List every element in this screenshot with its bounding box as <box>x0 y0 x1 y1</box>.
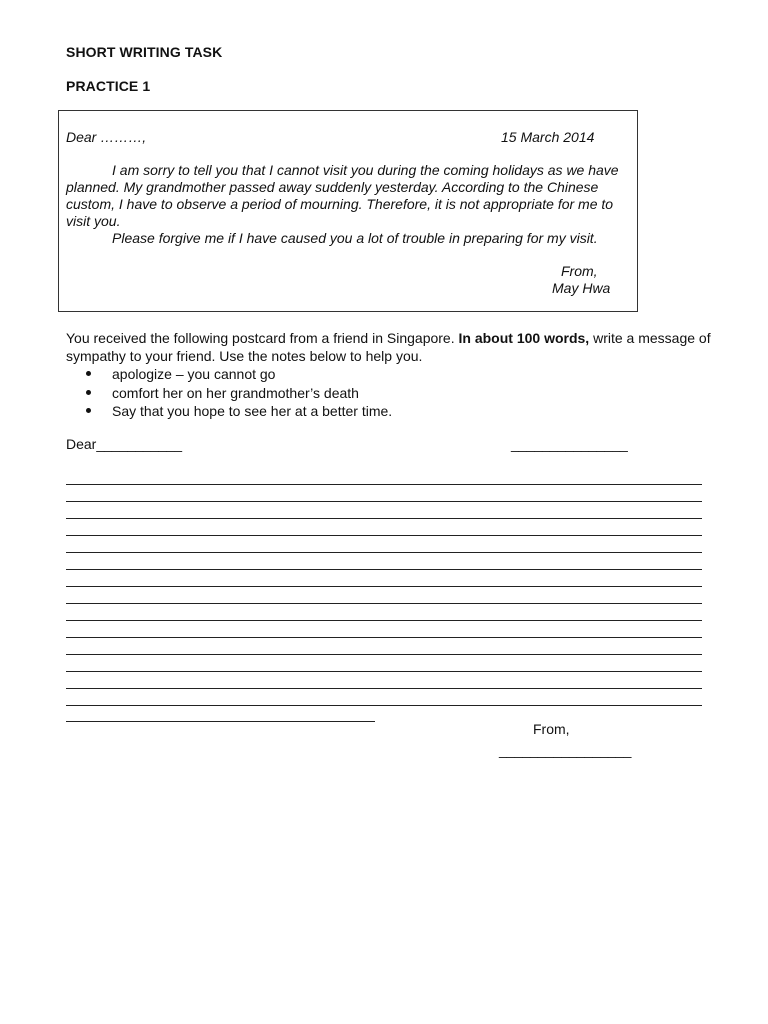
task-instructions <box>66 330 716 365</box>
writing-line[interactable] <box>66 518 702 519</box>
letter-closing: From, <box>561 263 598 279</box>
writing-line[interactable] <box>66 705 702 706</box>
note-text: Say that you hope to see her at a better time. <box>112 403 393 419</box>
writing-line[interactable] <box>66 721 375 722</box>
notes-list <box>86 365 392 421</box>
writing-line[interactable] <box>66 501 702 502</box>
writing-line[interactable] <box>66 586 702 587</box>
writing-line[interactable] <box>66 569 702 570</box>
list-item <box>86 365 392 384</box>
letter-salutation: Dear ………, <box>66 129 147 145</box>
writing-line[interactable] <box>66 688 702 689</box>
task-emphasis: In about 100 words, <box>458 330 590 346</box>
postcard-box <box>58 110 638 312</box>
answer-signature-blank[interactable]: _________________ <box>499 742 632 758</box>
letter-paragraph-1: I am sorry to tell you that I cannot visit you during the coming holidays as we have planned. My grandmother passed away suddenly yesterday. According to the Chinese custom, I have to observe a period of mourning. Therefore, it is not appropriate for me to visit you. <box>66 162 619 229</box>
list-item <box>86 384 392 403</box>
list-item <box>86 402 392 421</box>
writing-line[interactable] <box>66 552 702 553</box>
task-intro: You received the following postcard from a friend in Singapore. <box>66 330 459 346</box>
bullet-icon <box>86 408 91 413</box>
letter-body <box>66 162 636 247</box>
answer-salutation[interactable]: Dear___________ <box>66 436 182 452</box>
note-text: comfort her on her grandmother’s death <box>112 384 359 401</box>
writing-line[interactable] <box>66 620 702 621</box>
writing-line[interactable] <box>66 671 702 672</box>
writing-line[interactable] <box>66 603 702 604</box>
letter-signature: May Hwa <box>552 280 611 296</box>
bullet-icon <box>86 371 91 376</box>
task-rest: write a message of sympathy to your friend. Use the notes below to help you. <box>66 330 711 364</box>
note-text: apologize – you cannot go <box>112 366 276 382</box>
writing-line[interactable] <box>66 654 702 655</box>
letter-date: 15 March 2014 <box>501 129 595 145</box>
answer-closing: From, <box>533 721 570 737</box>
writing-line[interactable] <box>66 535 702 536</box>
answer-date-blank[interactable]: _______________ <box>511 436 628 452</box>
bullet-icon <box>86 390 91 395</box>
page-title: SHORT WRITING TASK <box>66 44 223 60</box>
writing-line[interactable] <box>66 484 702 485</box>
practice-label: PRACTICE 1 <box>66 78 151 94</box>
letter-paragraph-2: Please forgive me if I have caused you a lot of trouble in preparing for my visit. <box>112 230 598 246</box>
writing-line[interactable] <box>66 637 702 638</box>
